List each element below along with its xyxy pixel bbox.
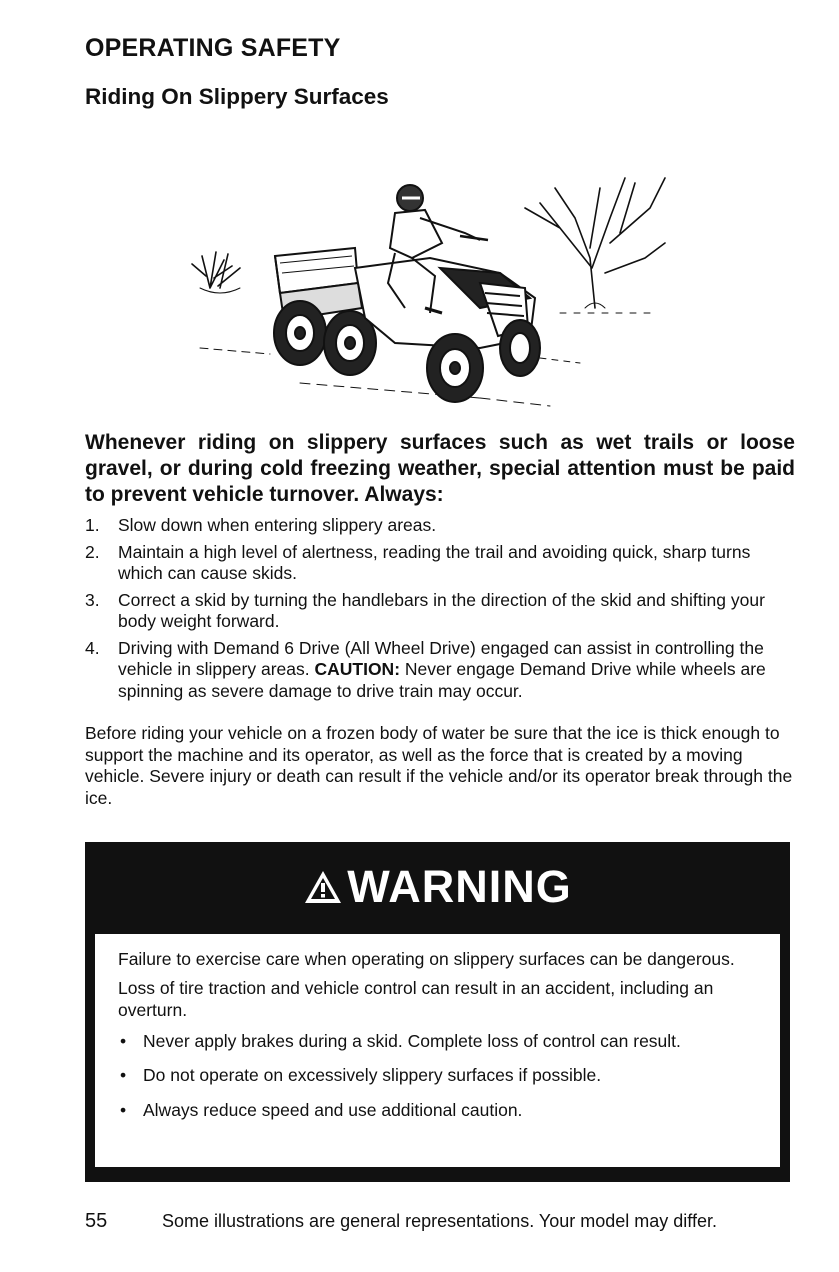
step-text: Slow down when entering slippery areas.: [118, 515, 437, 535]
bullet-icon: •: [120, 1030, 127, 1051]
ice-paragraph: Before riding your vehicle on a frozen body of water be sure that the ice is thick enough to support the machine and its operator, as well as the force that is created by a moving vehicle. Severe injury or death can result if the vehicle and/or its operator break through the ice.: [85, 723, 793, 808]
list-item: [118, 1099, 758, 1122]
bullet-text: Never apply brakes during a skid. Complete loss of control can result.: [143, 1030, 681, 1051]
warning-title: WARNING: [347, 861, 572, 912]
section-title: OPERATING SAFETY: [85, 34, 341, 62]
list-item: [85, 638, 795, 703]
atv-rider-on-snow-illustration: [180, 148, 680, 410]
list-item: [118, 1030, 758, 1053]
list-item: [118, 1064, 758, 1087]
list-item: [85, 542, 795, 585]
bullet-icon: •: [120, 1099, 127, 1120]
caution-label: CAUTION:: [314, 659, 401, 679]
warning-triangle-icon: [303, 869, 343, 905]
intro-paragraph: Whenever riding on slippery surfaces such as wet trails or loose gravel, or during cold freezing weather, special attention must be paid to prevent vehicle turnover. Always:: [85, 431, 795, 506]
warning-paragraph: Failure to exercise care when operating on slippery surfaces can be dangerous.: [118, 949, 735, 969]
warning-body: [95, 934, 780, 1167]
warning-paragraph: Loss of tire traction and vehicle control can result in an accident, including an overturn.: [118, 977, 714, 1020]
step-number: 2.: [85, 541, 100, 562]
step-text-continued: Never engage Demand Drive while wheels are spinning as severe damage to drive train may occur.: [118, 659, 766, 701]
bullet-text: Always reduce speed and use additional caution.: [143, 1099, 523, 1120]
step-text: Driving with Demand 6 Drive (All Wheel Drive) engaged can assist in controlling the vehicle in slippery areas.: [118, 637, 764, 679]
warning-bullet-list: [118, 1030, 758, 1122]
step-number: 3.: [85, 589, 100, 610]
safety-steps-list: [85, 515, 795, 707]
step-text: Correct a skid by turning the handlebars in the direction of the skid and shifting your body weight forward.: [118, 589, 765, 631]
bullet-icon: •: [120, 1065, 127, 1085]
step-text: Maintain a high level of alertness, reading the trail and avoiding quick, sharp turns which can cause skids.: [118, 541, 751, 583]
warning-box: [85, 842, 790, 1182]
bullet-text: Do not operate on excessively slippery surfaces if possible.: [143, 1065, 602, 1085]
list-item: [85, 590, 795, 633]
warning-header: [85, 842, 790, 932]
footer-note: Some illustrations are general representations. Your model may differ.: [162, 1211, 717, 1231]
list-item: [85, 515, 795, 537]
step-number: 4.: [85, 637, 100, 658]
page-number: 55: [85, 1210, 108, 1232]
page-footer: [85, 1210, 795, 1233]
step-number: 1.: [85, 515, 100, 535]
sub-title: Riding On Slippery Surfaces: [85, 84, 389, 109]
